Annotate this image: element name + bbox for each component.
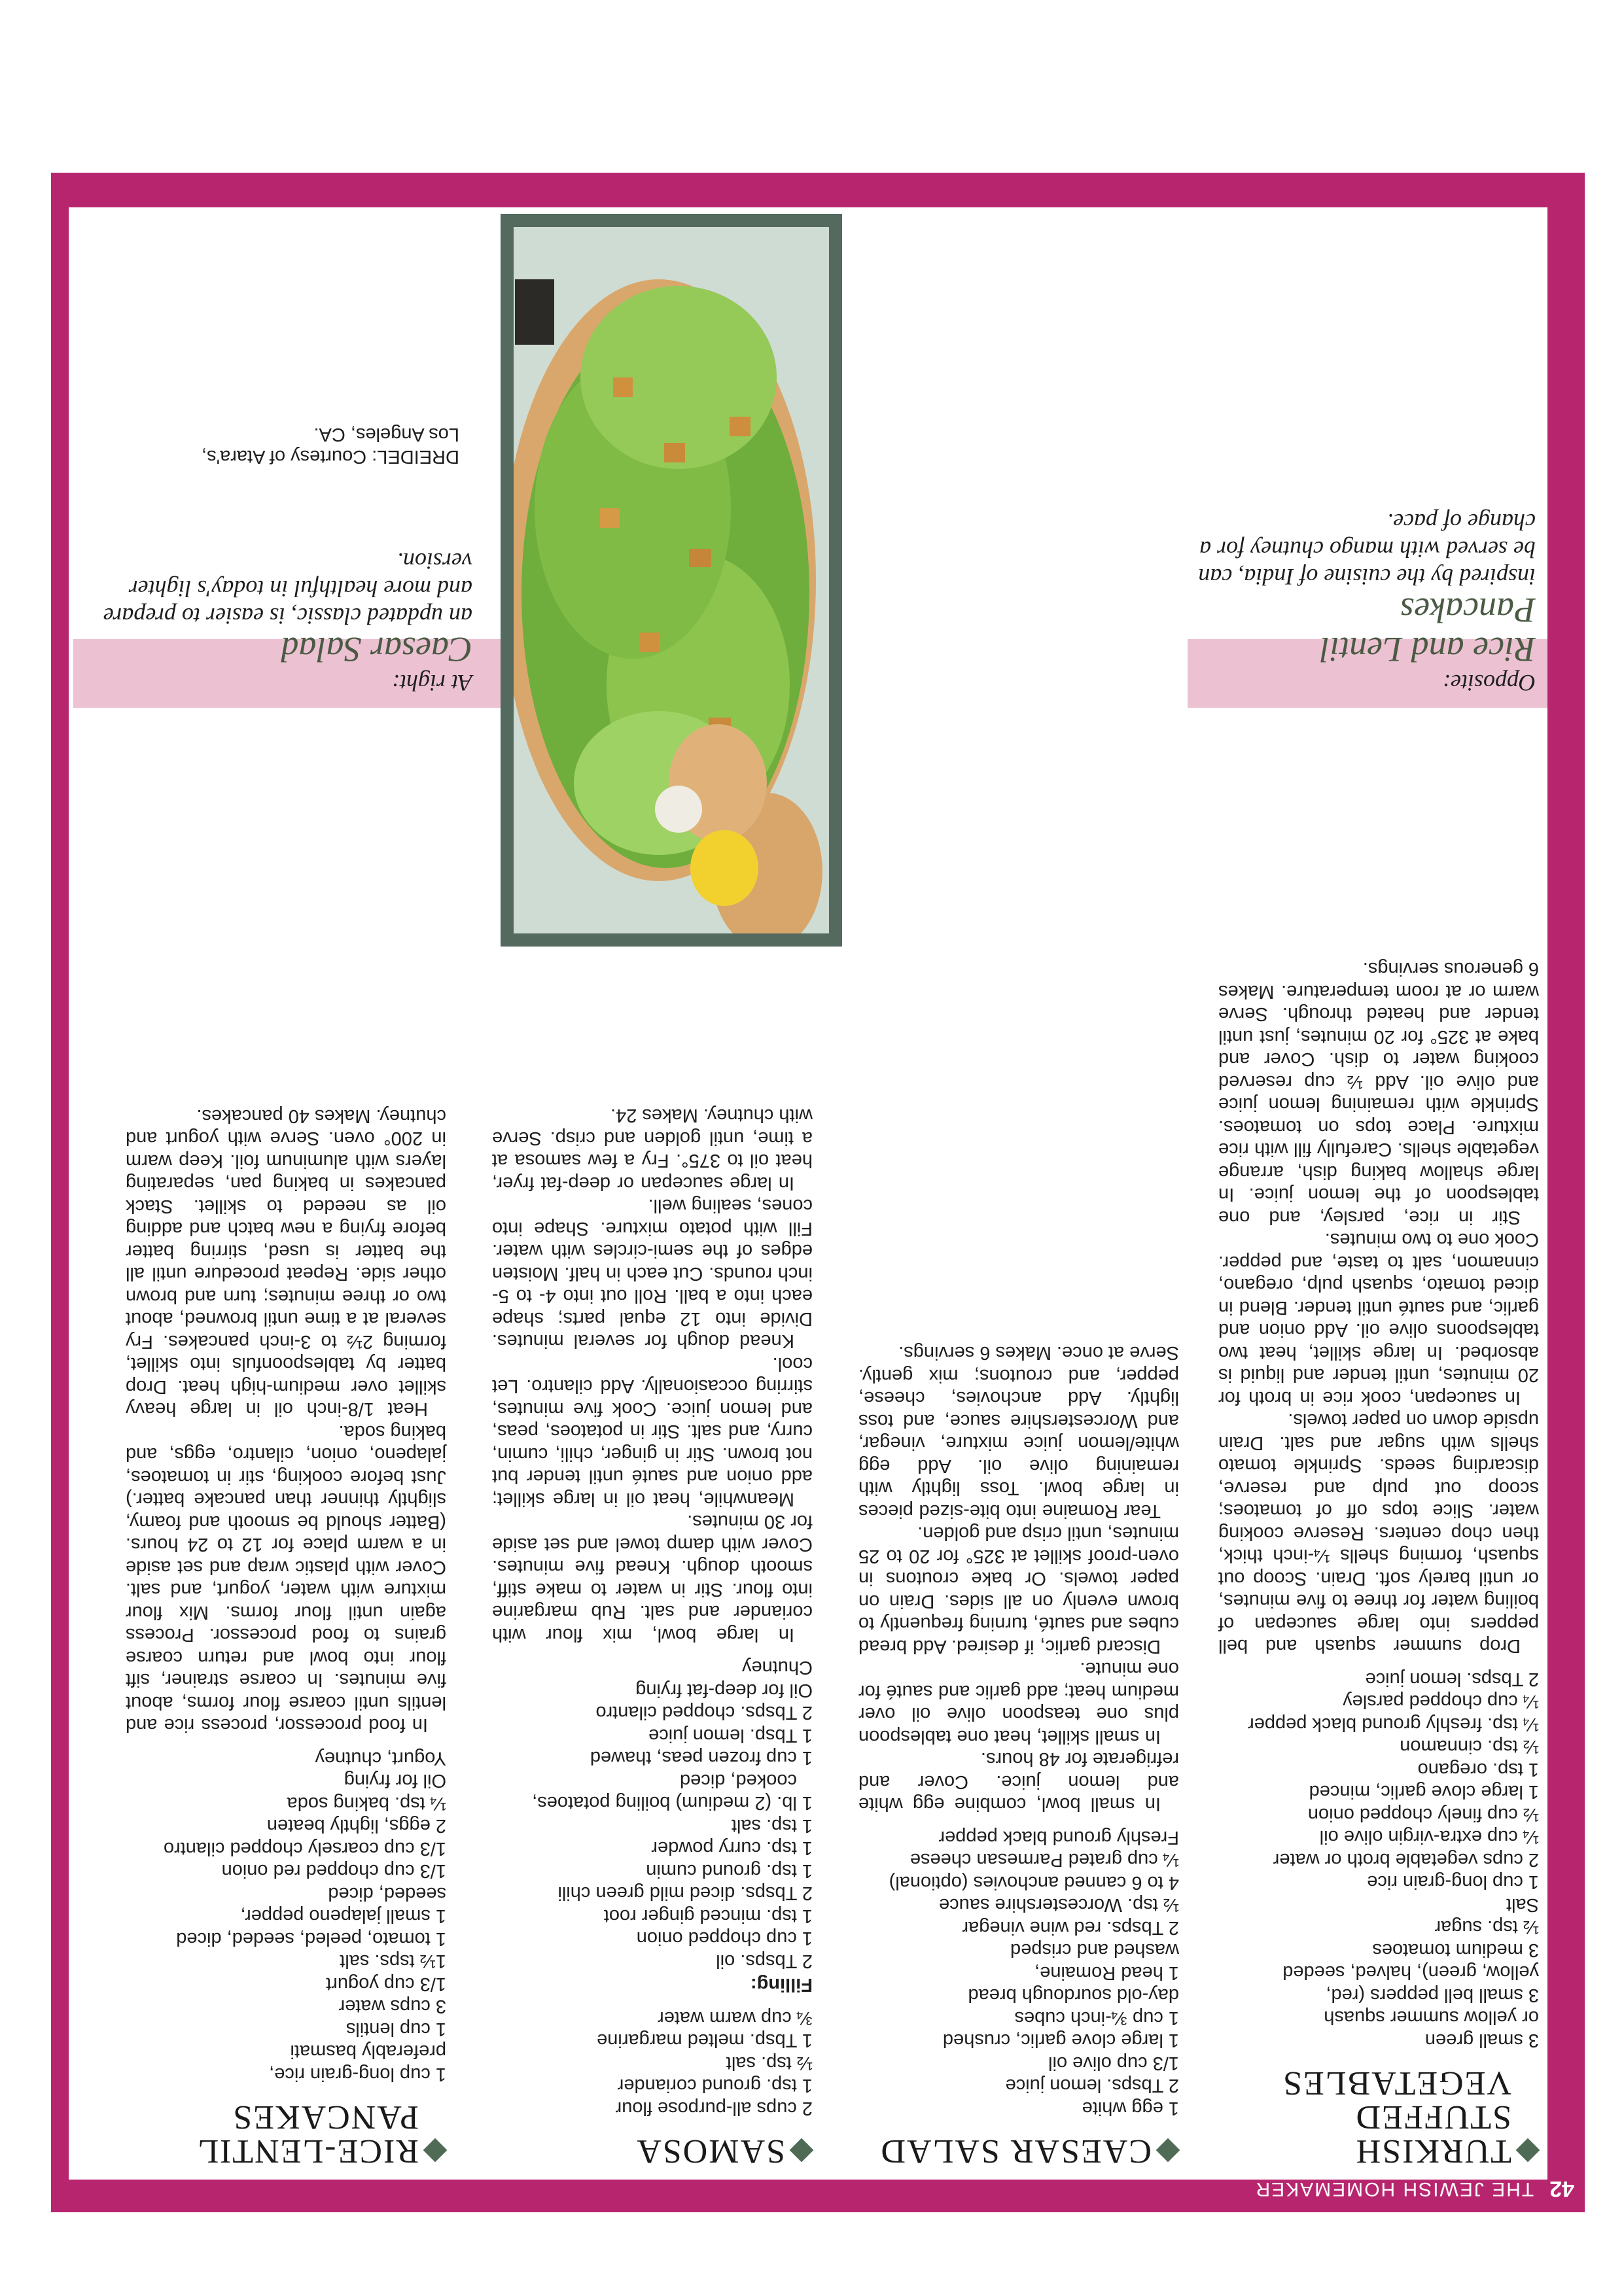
direction-paragraph: In small skillet, heat one tablespoon plus one teaspoon olive oil over medium heat; add garlic and sauté for one minute. bbox=[858, 1658, 1179, 1747]
filling-item: 1 tsp. ground cumin bbox=[646, 1860, 813, 1881]
ingredient-item: 1 head Romaine, bbox=[1034, 1962, 1179, 1983]
ingredient-item: 1/3 cup yogurt bbox=[326, 1974, 446, 1994]
page-header bbox=[1254, 2173, 1574, 2204]
direction-paragraph: In large saucepan or deep-fat fryer, heat oil to 375°. Fry a few samosa at a time, until golden and crisp. Serve with chutney. Makes 24. bbox=[492, 1105, 813, 1194]
filling-item: 1 tsp. minced ginger root bbox=[603, 1905, 813, 1926]
ingredient-item: 1 cup lentils bbox=[345, 2019, 446, 2040]
title-line: RICE-LENTIL bbox=[196, 2132, 419, 2170]
recipe-title bbox=[126, 2100, 446, 2168]
caption-title: Rice and Lentil Pancakes bbox=[1320, 591, 1536, 669]
ingredient-item: 3 small green bbox=[1424, 2030, 1539, 2051]
filling-item: 2 Tbsps. diced mild green chili bbox=[557, 1883, 813, 1904]
ingredient-item: Oil for frying bbox=[344, 1770, 446, 1792]
diamond-bullet-icon bbox=[1516, 2138, 1540, 2163]
ingredient-item: 2 cups all-purpose flour bbox=[615, 2098, 813, 2119]
ingredient-item: ¼ tsp. freshly ground black pepper bbox=[1248, 1714, 1539, 1735]
diamond-bullet-icon bbox=[790, 2138, 814, 2163]
title-line: TURKISH bbox=[1354, 2132, 1511, 2170]
direction-paragraph: Knead dough for several minutes. Divide into 12 equal parts; shape each into a ball. Roll out into 4- to 5-inch rounds. Cut each in half. Moisten edges of the semi-circles with water. Fill with potato mixture. Shape into cones, sealing well. bbox=[492, 1195, 813, 1352]
filling-item: Chutney bbox=[741, 1657, 813, 1679]
filling-item: 1 tsp. salt bbox=[731, 1815, 813, 1836]
ingredient-item: 3 cups water bbox=[338, 1996, 446, 2017]
ingredient-item: ½ tsp. sugar bbox=[1434, 1917, 1539, 1938]
ingredient-item: ¾ cup warm water bbox=[658, 2008, 813, 2028]
caption-body: inspired by the cuisine of India, can be served with mango chutney for a change of pace. bbox=[1198, 509, 1536, 590]
ingredient-item: ¼ tsp. baking soda bbox=[287, 1793, 446, 1814]
ingredient-item: 1 cup long-grain rice bbox=[1367, 1871, 1539, 1893]
ingredient-item: 3 small bell peppers (red, bbox=[1326, 1985, 1539, 2006]
ingredient-item: Salt bbox=[1506, 1894, 1539, 1915]
recipe-caesar bbox=[858, 1342, 1179, 2168]
recipe-samosa bbox=[492, 1104, 813, 2168]
direction-paragraph: Drop summer squash and bell peppers into large saucepan of boiling water for three to five minutes, or until barely soft. Drain. Scoop out squash, forming shells ¼-inch thick, then chop centers. Reserve cooking water. Slice tops off of tomatoes; scoop out pulp and reserve, discarding seeds. Sprinkle tomato shells with sugar and salt. Drain upside down on paper towels. bbox=[1218, 1410, 1539, 1657]
ingredient-list bbox=[858, 1826, 1179, 2120]
caption-body: an updated classic, is easier to prepare and more healthful in today's lighter version. bbox=[103, 548, 472, 629]
direction-paragraph: Stir in rice, parsley, and one tablespoon of the lemon juice. In large shallow baking dish, arrange vegetable shells. Carefully fill with rice mixture. Place tops on tomatoes. Sprinkle with remaining lemon juice and olive oil. Add ½ cup reserved cooking water to dish. Cover and bake at 325° for 20 minutes, just until tender and heated through. Serve warm or at room temperature. Makes 6 generous servings. bbox=[1218, 958, 1539, 1228]
ingredient-item: 1 tsp. oregano bbox=[1417, 1759, 1539, 1780]
ingredient-item: washed and crisped bbox=[1010, 1939, 1179, 1961]
recipe-title bbox=[858, 2134, 1179, 2168]
filling-item: 2 Tbsps. oil bbox=[716, 1951, 813, 1972]
caption-pancakes bbox=[1195, 508, 1536, 697]
diamond-bullet-icon bbox=[423, 2138, 448, 2163]
direction-paragraph: In food processor, process rice and lentils until coarse flour forms, about five minutes. In coarse strainer, sift flour into bowl and return coarse grains to food processor. Process again until flour forms. Mix flour mixture with water, yogurt, and salt. Cover with plastic wrap and set aside in a warm place for 12 to 24 hours. (Batter should be smooth and foamy, slightly thinner than pancake batter.) Just before cooking, stir in tomatoes, jalapeno, onion, cilantro, eggs, and baking soda. bbox=[126, 1421, 446, 1736]
direction-paragraph: In large bowl, mix flour with coriander and salt. Rub margarine into flour. Stir in water to make stiff, smooth dough. Knead five minutes. Cover with damp towel and set aside for 30 minutes. bbox=[492, 1511, 813, 1645]
direction-paragraph: Meanwhile, heat oil in large skillet; add onion and sauté until tender but not brown. Stir in ginger, chili, cumin, curry, and salt. Stir in potatoes, peas, and lemon juice. Cook five minutes, stirring occasionally. Add cilantro. Let cool. bbox=[492, 1353, 813, 1510]
caption-title: Caesar Salad bbox=[281, 630, 472, 669]
ingredient-list bbox=[1218, 1668, 1539, 2052]
ingredient-item: 1 cup long-grain rice, bbox=[269, 2064, 446, 2085]
ingredient-item: 1/3 cup olive oil bbox=[1048, 2053, 1179, 2074]
ingredient-item: 1 small jalapeno pepper, bbox=[240, 1905, 446, 1927]
ingredient-item: 1 egg white bbox=[1082, 2098, 1179, 2119]
title-line: SAMOSA bbox=[635, 2132, 785, 2170]
diamond-bullet-icon bbox=[1156, 2138, 1180, 2163]
photo-frame bbox=[501, 214, 842, 947]
ingredient-item: 2 Tbsps. lemon juice bbox=[1005, 2075, 1179, 2096]
ingredient-item: 1 tsp. ground coriander bbox=[617, 2075, 813, 2096]
ingredient-item: ½ tsp. salt bbox=[726, 2053, 813, 2074]
ingredient-item: 4 to 6 canned anchovies (optional) bbox=[889, 1872, 1179, 1893]
ingredient-item: seeded, diced bbox=[328, 1883, 446, 1904]
caesar-salad-photo bbox=[514, 227, 829, 933]
ingredient-item: 1 Tbsp. melted margarine bbox=[597, 2030, 813, 2051]
ingredient-item: day-old sourdough bread bbox=[968, 1985, 1179, 2006]
ingredient-item: 2 Tbsps. lemon juice bbox=[1365, 1669, 1539, 1690]
ingredient-item: Yogurt, chutney bbox=[315, 1748, 446, 1769]
photo-credit: DREIDEL: Courtesy of Atara's, Los Angeles, CA. bbox=[202, 424, 459, 467]
page-number: 42 bbox=[1549, 2176, 1574, 2202]
ingredient-item: 1½ tsps. salt bbox=[340, 1951, 446, 1972]
ingredient-list bbox=[492, 2007, 813, 2120]
direction-paragraph: In saucepan, cook rice in broth for 20 minutes, until tender and liquid is absorbed. In large skillet, heat two tablespoons olive oil. Add onion and garlic, and sauté until tender. Blend in diced tomato, squash pulp, oregano, cinnamon, salt to taste, and pepper. Cook one to two minutes. bbox=[1218, 1229, 1539, 1408]
ingredient-item: ¼ cup grated Parmesan cheese bbox=[909, 1849, 1179, 1871]
filling-item: 2 Tbsps. chopped cilantro bbox=[595, 1702, 813, 1724]
ingredient-item: ½ cup finely chopped onion bbox=[1307, 1804, 1539, 1825]
filling-item: 1 cup chopped onion bbox=[636, 1928, 813, 1949]
ingredient-item: 1 large clove garlic, minced bbox=[1309, 1781, 1539, 1803]
title-line: CAESAR SALAD bbox=[879, 2132, 1152, 2170]
recipe-title bbox=[492, 2134, 813, 2168]
filling-item: 1 Tbsp. lemon juice bbox=[648, 1725, 813, 1746]
direction-paragraph: Tear Romaine into bite-sized pieces in large bowl. Toss lightly with remaining olive oil. Add egg white/lemon juice mixture, vinegar, and Worcestershire sauce, and toss lightly. Add anchovies, cheese, pepper, and croutons; mix gently. Serve at once. Makes 6 servings. bbox=[858, 1342, 1179, 1522]
directions bbox=[1218, 958, 1539, 1658]
filling-list bbox=[492, 1656, 813, 1972]
filling-label: Filling: bbox=[750, 1974, 813, 1996]
filling-item: 1 lb. (2 medium) boiling potatoes, cooked, diced bbox=[532, 1770, 813, 1814]
ingredient-item: ¼ cup chopped parsley bbox=[1343, 1691, 1539, 1713]
ingredient-item: ½ tsp. cinnamon bbox=[1400, 1736, 1539, 1758]
ingredient-item: preferably basmati bbox=[290, 2041, 446, 2062]
ingredient-item: 2 eggs, lightly beaten bbox=[266, 1815, 446, 1837]
ingredient-item: 1 tomato, peeled, seeded, diced bbox=[176, 1928, 446, 1949]
ingredient-item: ½ tsp. Worcestershire sauce bbox=[939, 1894, 1179, 1916]
filling-item: Oil for deep-fat frying bbox=[635, 1680, 813, 1701]
filling-item: 1 cup frozen peas, thawed bbox=[590, 1747, 813, 1769]
ingredient-item: 3 medium tomatoes bbox=[1372, 1939, 1539, 1960]
directions bbox=[492, 1104, 813, 1646]
ingredient-item: 2 cups vegetable broth or water bbox=[1273, 1849, 1539, 1870]
recipe-turkish bbox=[1218, 958, 1539, 2168]
ingredient-item: 1 large clove garlic, crushed bbox=[942, 2030, 1179, 2051]
filling-item: 1 tsp. curry powder bbox=[651, 1837, 813, 1859]
ingredient-item: 2 Tbsps. red wine vinegar bbox=[962, 1917, 1179, 1938]
title-line: PANCAKES bbox=[232, 2098, 419, 2136]
direction-paragraph: In small bowl, combine egg white and lemon juice. Cover and refrigerate for 48 hours. bbox=[858, 1748, 1179, 1815]
ingredient-item: Freshly ground black pepper bbox=[938, 1827, 1179, 1848]
ingredient-item: 1/3 cup chopped red onion bbox=[221, 1860, 446, 1882]
recipe-pancakes bbox=[126, 1105, 446, 2168]
direction-paragraph: Heat 1/8-inch oil in large heavy skillet over medium-high heat. Drop batter by tablespoonfuls into skillet, forming 2½ to 3-inch pancakes. Fry several at a time until browned, about two or three minutes; turn and brown other side. Repeat procedure until all the batter is used, stirring batter before frying a new batch and adding oil as needed to skillet. Stack pancakes in baking pan, separating layers with aluminum foil. Keep warm in 200° oven. Serve with yogurt and chutney. Makes 40 pancakes. bbox=[126, 1105, 446, 1420]
title-line: STUFFED bbox=[1354, 2098, 1511, 2136]
title-line: VEGETABLES bbox=[1282, 2064, 1511, 2102]
directions bbox=[858, 1342, 1179, 1816]
ingredient-item: or yellow summer squash bbox=[1324, 2007, 1539, 2028]
ingredient-item: yellow, green), halved, seeded bbox=[1282, 1962, 1539, 1983]
magazine-title: THE JEWISH HOMEMAKER bbox=[1254, 2178, 1534, 2200]
caption-lead: At right: bbox=[392, 670, 472, 696]
ingredient-item: 1 cup ¾-inch cubes bbox=[1014, 2008, 1179, 2028]
direction-paragraph: Discard garlic, if desired. Add bread cubes and sauté, turning frequently to brown evenly on all sides. Drain on paper towels. Or bake croutons in oven-proof skillet at 325° for 20 to 25 minutes, until crisp and golden. bbox=[858, 1523, 1179, 1657]
ingredient-list bbox=[126, 1747, 446, 2086]
ingredient-item: ¼ cup extra-virgin olive oil bbox=[1319, 1826, 1539, 1848]
caption-caesar bbox=[93, 548, 472, 697]
directions bbox=[126, 1105, 446, 1737]
recipe-title bbox=[1218, 2066, 1539, 2168]
ingredient-item: 1/3 cup coarsely chopped cilantro bbox=[163, 1838, 446, 1859]
caption-lead: Opposite: bbox=[1443, 670, 1536, 696]
